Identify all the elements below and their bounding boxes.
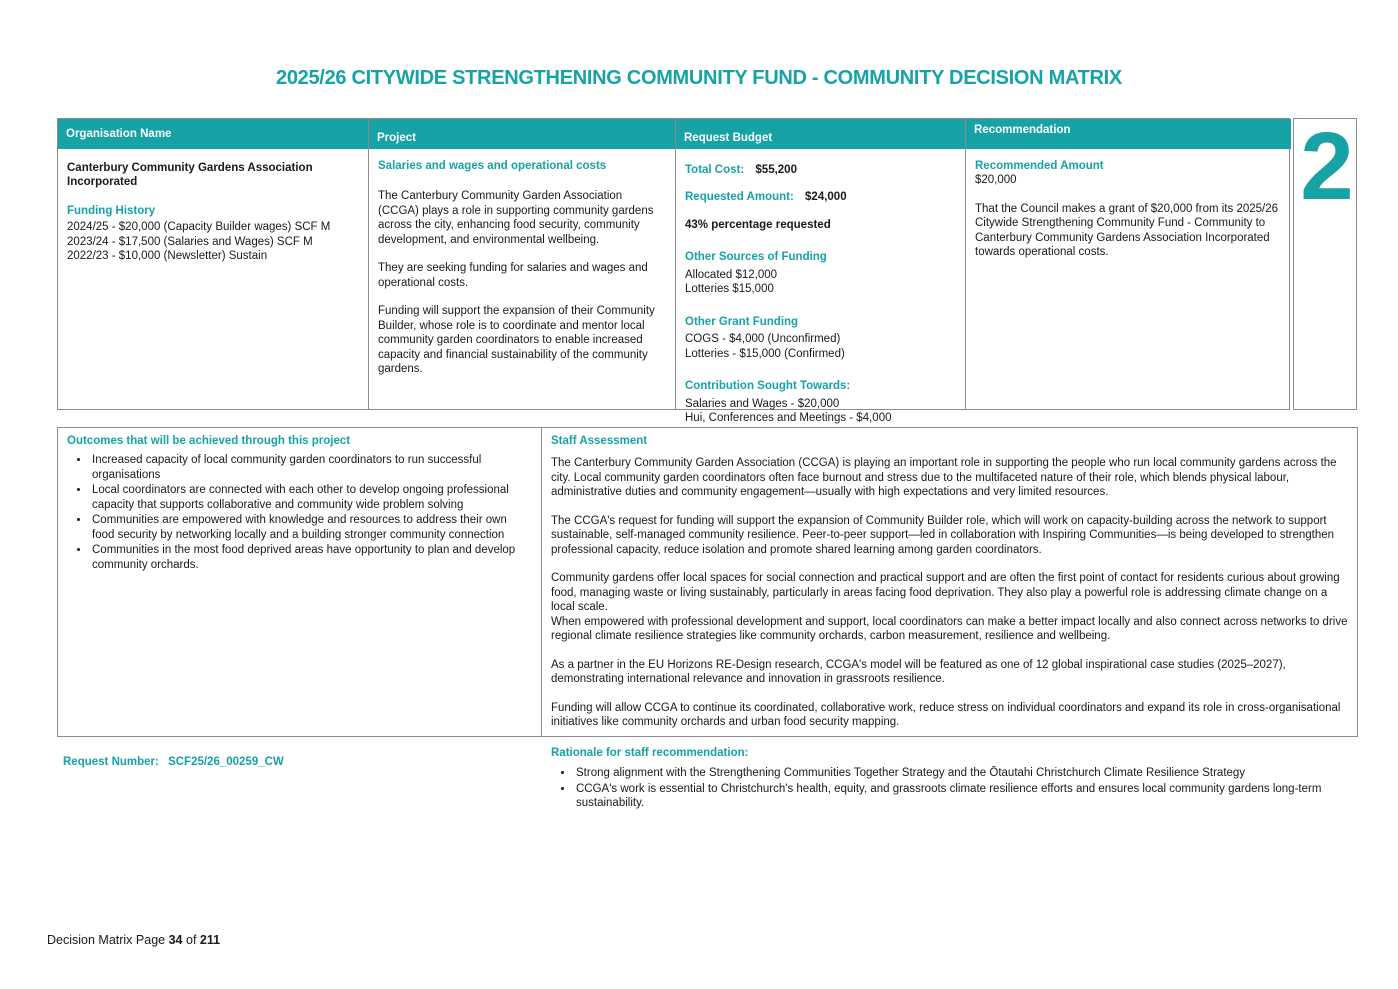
page-footer: [47, 933, 220, 949]
priority-number: 2: [1300, 113, 1350, 220]
organisation-cell: [58, 149, 369, 409]
column-header-label: Organisation Name: [66, 127, 172, 140]
request-budget-cell: [676, 149, 966, 425]
request-number-value: SCF25/26_00259_CW: [168, 756, 284, 768]
recommendation-cell: [966, 149, 1291, 409]
total-cost-label: Total Cost:: [685, 164, 745, 176]
page-title: 2025/26 CITYWIDE STRENGTHENING COMMUNITY FUND - COMMUNITY DECISION MATRIX: [276, 67, 1122, 89]
column-header-organisation-name: [58, 119, 369, 149]
outcomes-heading: Outcomes that will be achieved through this project: [67, 435, 351, 447]
staff-assessment-paragraph: Funding will allow CCGA to continue its coordinated, collaborative work, reduce stress on individual coordinators and expand its role in cross-organisational initiatives like community orchards and urban food security mapping.: [551, 701, 1341, 729]
request-number-label: Request Number:: [63, 756, 159, 768]
organisation-name: Canterbury Community Gardens Association Incorporated: [67, 162, 313, 189]
footer-page-current: 34: [168, 933, 183, 948]
project-paragraph: The Canterbury Community Garden Association (CCGA) plays a role in supporting community gardens across the city, enhancing food security, community development, and environmental wellbeing.: [378, 190, 654, 246]
requested-amount-label: Requested Amount:: [685, 191, 794, 204]
rationale-list: [551, 766, 1348, 810]
staff-assessment-paragraph: When empowered with professional development and support, local coordinators can make a better impact locally and also connect across networks to drive regional climate resilience strategies like community orchards, carbon measurement, resilience and wellbeing.: [551, 615, 1348, 643]
content-area: [57, 113, 1358, 810]
rationale-heading: Rationale for staff recommendation:: [551, 746, 749, 759]
outcome-item: • Communities in the most food deprived areas have opportunity to plan and develop community orchards.: [90, 543, 532, 572]
contribution-heading: Contribution Sought Towards:: [685, 380, 851, 393]
recommended-amount-value: $20,000: [975, 174, 1017, 187]
column-header-label: Recommendation: [974, 124, 1071, 136]
project-cell: [369, 149, 676, 409]
column-header-recommendation: [966, 119, 1291, 149]
rationale-item: • CCGA's work is essential to Christchurch's health, equity, and grassroots climate resilience efforts and ensures local community gardens long-term sustainability.: [574, 782, 1348, 811]
requested-amount-value: $24,000: [805, 191, 847, 204]
column-header-label: Request Budget: [684, 131, 773, 144]
funding-history-line: 2022/23 - $10,000 (Newsletter) Sustain: [67, 250, 268, 263]
priority-box: [1293, 113, 1357, 410]
column-header-request-budget: [676, 119, 966, 149]
project-paragraph: They are seeking funding for salaries and wages and operational costs.: [378, 262, 648, 289]
project-title: Salaries and wages and operational costs: [378, 160, 607, 172]
total-cost-value: $55,200: [755, 164, 797, 176]
footer-doc-label: Decision Matrix: [47, 933, 133, 948]
footer-of-word: of: [186, 933, 197, 948]
other-grant-line: COGS - $4,000 (Unconfirmed): [685, 333, 841, 346]
outcome-item: • Local coordinators are connected with each other to develop ongoing professional capacity that supports collaborative and community wide problem solving: [90, 483, 532, 512]
staff-assessment-paragraph: The CCGA's request for funding will support the expansion of Community Builder role, which will work on capacity-building across the network to support sustainable, self-managed community resilience. Peer-to-peer support—led in collaboration with Inspiring Communities—is being developed to strengthen professional capacity, reduce isolation and promote shared learning among garden coordinators.: [551, 514, 1335, 556]
staff-assessment-cell: [542, 428, 1357, 810]
other-grant-heading: Other Grant Funding: [685, 315, 799, 328]
staff-assessment-heading: Staff Assessment: [551, 435, 648, 447]
rationale-item: • Strong alignment with the Strengthening Communities Together Strategy and the Ōtautahi Christchurch Climate Resilience Strategy: [574, 766, 1348, 780]
funding-history-line: 2024/25 - $20,000 (Capacity Builder wages) SCF M: [67, 221, 331, 234]
footer-page-total: 211: [199, 933, 221, 948]
recommendation-text: That the Council makes a grant of $20,000 from its 2025/26 Citywide Strengthening Community Fund - Community to Canterbury Community Gardens Association Incorporated towards operational costs.: [975, 202, 1279, 259]
outcome-item: • Increased capacity of local community garden coordinators to run successful organisations: [90, 453, 532, 482]
column-header-project: [369, 119, 676, 149]
other-sources-heading: Other Sources of Funding: [685, 251, 827, 264]
total-cost-line: [685, 163, 956, 177]
contribution-line: Hui, Conferences and Meetings - $4,000: [685, 412, 892, 425]
funding-history-line: 2023/24 - $17,500 (Salaries and Wages) SCF M: [67, 235, 313, 248]
decision-matrix-row: [57, 113, 1358, 425]
funding-history-heading: Funding History: [67, 204, 156, 217]
project-paragraph: Funding will support the expansion of their Community Builder, whose role is to coordinate and mentor local community garden coordinators to enable increased capacity and financial sustainability of the community gardens.: [378, 305, 655, 376]
other-source-line: Allocated $12,000: [685, 268, 778, 281]
staff-assessment-paragraph: As a partner in the EU Horizons RE-Design research, CCGA's model will be featured as one of 12 global inspirational case studies (2025–2027), demonstrating international relevance and innovation in grassroots resilience.: [551, 658, 1286, 686]
staff-assessment-paragraph: The Canterbury Community Garden Association (CCGA) is playing an important role in supporting the people who run local community gardens across the city. Local community garden coordinators often face burnout and stress due to the multifaceted nature of their role, which blends physical labour, administrative duties and community engagement—usually with high expectations and very limited resources.: [551, 457, 1337, 499]
contribution-line: Salaries and Wages - $20,000: [685, 397, 840, 410]
staff-assessment-paragraph: Community gardens offer local spaces for social connection and practical support and are often the first point of contact for residents curious about growing food, managing waste or living sustainably, particularly in areas facing food deprivation. They also play a powerful role is addressing climate change on a local scale.: [551, 572, 1340, 614]
other-source-line: Lotteries $15,000: [685, 283, 774, 296]
requested-amount-line: [685, 190, 956, 204]
other-grant-line: Lotteries - $15,000 (Confirmed): [685, 347, 845, 360]
outcome-item: • Communities are empowered with knowledge and resources to address their own food security by networking locally and a building stronger community connection: [90, 513, 532, 542]
decision-matrix-table: [57, 118, 1290, 425]
percentage-requested: 43% percentage requested: [685, 218, 831, 231]
column-header-label: Project: [377, 131, 416, 144]
footer-page-word: Page: [135, 933, 166, 948]
recommended-amount-heading: Recommended Amount: [975, 160, 1104, 172]
outcomes-list: [67, 453, 532, 572]
outcomes-cell: [58, 428, 542, 736]
